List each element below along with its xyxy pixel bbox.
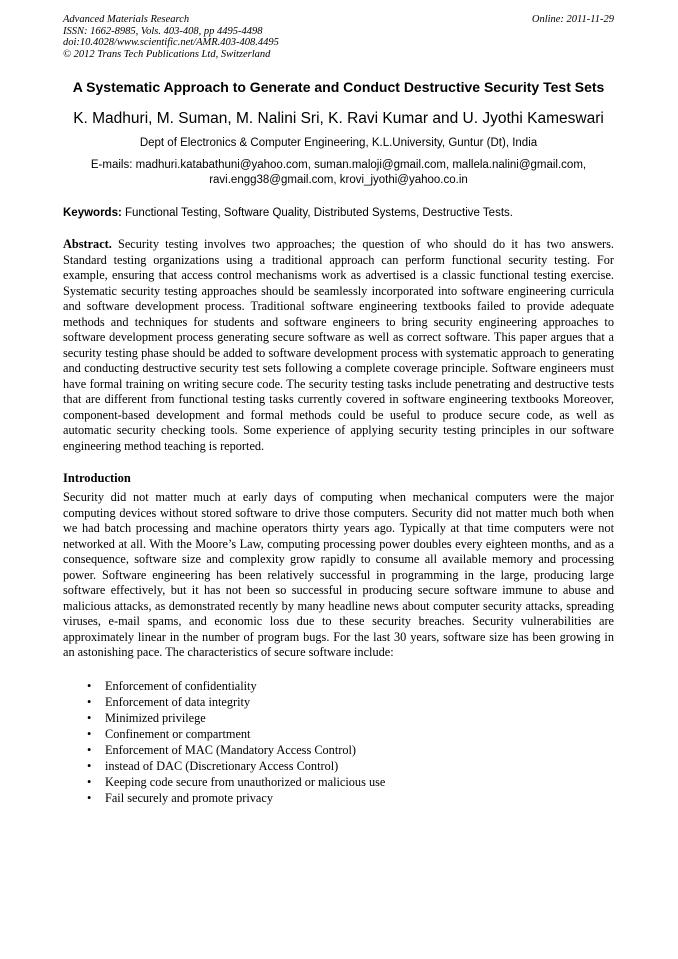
keywords-label: Keywords:: [63, 207, 122, 219]
abstract: [63, 237, 614, 454]
bullet-icon: •: [87, 790, 92, 805]
affiliation: Dept of Electronics & Computer Engineering, K.L.University, Guntur (Dt), India: [139, 137, 538, 149]
paper-title: A Systematic Approach to Generate and Conduct Destructive Security Test Sets: [72, 79, 605, 95]
keywords-text: Functional Testing, Software Quality, Distributed Systems, Destructive Tests.: [125, 207, 513, 219]
bullet-icon: •: [87, 710, 92, 725]
list-item: • Fail securely and promote privacy: [87, 790, 274, 805]
list-item: • Enforcement of MAC (Mandatory Access Control): [87, 742, 356, 757]
list-item: • instead of DAC (Discretionary Access Control): [87, 758, 339, 773]
bullet-icon: •: [87, 742, 92, 757]
bullet-icon: •: [87, 758, 92, 773]
introduction-paragraph: Security did not matter much at early days of computing when mechanical computers were the major computing devices without stored software to drive those computers. Security did not matter much both when we had batch processing and machine operators thirty years ago. Typically at that time computers were not networked at all. With the Moore’s Law, computing processing power doubles every eighteen months, and as a consequence, software size and complexity grow rapidly to consume all available memory and processing power. Software engineering has been relatively successful in programming in the large, producing large software effectively, but it has not been so successful in producing secure software immune to abuse and malicious attacks, as demonstrated recently by many headline news about computer security attacks, spreading viruses, e-mail spams, and economic loss due to these security breaches. Security vulnerabilities are approximately linear in the number of program bugs. For the last 30 years, software size has been growing in an astonishing pace. The characteristics of secure software include:: [63, 490, 614, 659]
secure-software-characteristics-list: [63, 678, 614, 806]
abstract-text: Security testing involves two approaches; the question of who should do it has two answers. Standard testing organizations using a traditional approach can perform functional security testing. For example, ensuring that access control mechanisms work as advertised is a classic functional testing exercise. Systematic security testing approaches should be seamlessly incorporated into software engineering curricula and software development process. Traditional software engineering textbooks failed to provide adequate methods and techniques for students and software engineers to bring security engineering approaches to software development process generating secure software as well as correct software. This paper argues that a security testing phase should be added to software development process with systematic approach to generating and conducting destructive security test sets following a complete coverage principle. Software engineers must have formal training on writing secure code. The security testing tasks include penetrating and destructive tests that are different from functional testing tasks currently covered in software engineering textbooks Moreover, component-based development and formal methods could be useful to produce secure code, as well as automatic security checking tools. Some experience of applying security testing principles in our software engineering method teaching is reported.: [63, 237, 614, 453]
author-emails: E-mails: madhuri.katabathuni@yahoo.com, suman.maloji@gmail.com, mallela.nalini@gmail.com, ravi.engg38@gmail.com, krovi_jyothi@yahoo.co.in: [90, 159, 587, 186]
list-item: • Enforcement of confidentiality: [87, 678, 257, 693]
abstract-label: Abstract.: [63, 237, 112, 251]
section-heading-introduction: Introduction: [63, 471, 131, 485]
bullet-icon: •: [87, 678, 92, 693]
bullet-icon: •: [87, 774, 92, 789]
paper-page: [63, 14, 614, 806]
doi-line: doi:10.4028/www.scientific.net/AMR.403-408.4495: [63, 37, 279, 48]
journal-header: [63, 14, 614, 60]
bullet-icon: •: [87, 726, 92, 741]
issn-line: ISSN: 1662-8985, Vols. 403-408, pp 4495-4498: [63, 25, 263, 37]
journal-name: Advanced Materials Research: [63, 14, 190, 25]
copyright-line: © 2012 Trans Tech Publications Ltd, Switzerland: [63, 48, 271, 60]
online-date: Online: 2011-11-29: [531, 14, 614, 25]
list-item: • Enforcement of data integrity: [87, 694, 251, 709]
list-item: • Confinement or compartment: [87, 726, 251, 741]
list-item: • Keeping code secure from unauthorized or malicious use: [87, 774, 386, 789]
author-list: K. Madhuri, M. Suman, M. Nalini Sri, K. Ravi Kumar and U. Jyothi Kameswari: [73, 110, 604, 127]
bullet-icon: •: [87, 694, 92, 709]
keywords: [63, 206, 614, 220]
list-item: • Minimized privilege: [87, 710, 206, 725]
